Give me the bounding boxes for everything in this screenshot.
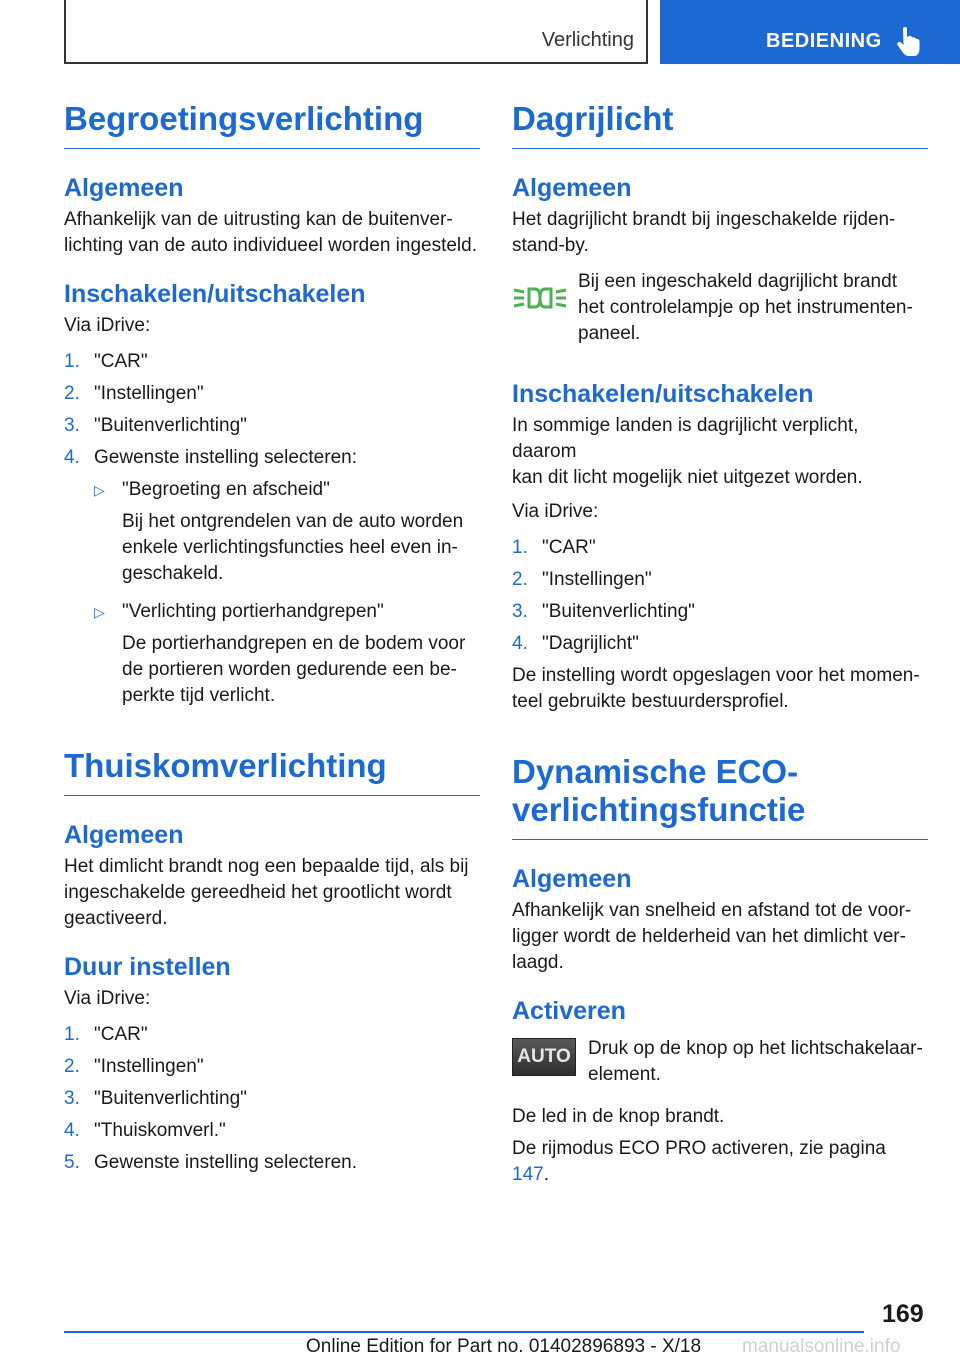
paragraph-line: element. [588, 1064, 661, 1085]
via-idrive-label: Via iDrive: [64, 315, 151, 336]
via-idrive-label: Via iDrive: [64, 988, 151, 1009]
step-list [64, 1022, 480, 1176]
hand-pointer-icon [896, 26, 922, 56]
option-item [64, 599, 480, 625]
paragraph-line: Het dimlicht brandt nog een bepaalde tijd, als bij [64, 856, 469, 877]
list-item: 4. Gewenste instelling selecteren: [64, 447, 357, 468]
heading-algemeen: Algemeen [64, 174, 184, 202]
header-section-title: Verlichting [541, 29, 634, 51]
paragraph-line: In sommige landen is dagrijlicht verplicht, daarom [512, 415, 859, 462]
header-chapter-title: BEDIENING [766, 30, 882, 52]
bullet-triangle-icon: ▷ [94, 604, 105, 620]
list-item: 4. "Thuiskomverl." [64, 1120, 226, 1141]
paragraph-line: teel gebruikte bestuurdersprofiel. [512, 691, 789, 712]
heading-inschakelen: Inschakelen/uitschakelen [64, 280, 366, 308]
paragraph-line: geactiveerd. [64, 908, 168, 929]
indicator-note [512, 269, 928, 347]
auto-button-icon: AUTO [512, 1038, 576, 1076]
paragraph-line: stand-by. [512, 235, 589, 256]
section-title-begroetingsverlichting: Begroetingsverlichting [64, 100, 480, 149]
option-description: De portierhandgrepen en de bodem voor de portieren worden gedurende een be‐ perkte tijd verlicht. [122, 633, 466, 706]
paragraph-line: Bij een ingeschakeld dagrijlicht brandt [578, 271, 897, 292]
auto-button-note [512, 1036, 928, 1088]
option-label: "Verlichting portierhandgrepen" [122, 601, 384, 622]
list-item: 1. "CAR" [512, 537, 596, 558]
list-item: 3. "Buitenverlichting" [64, 415, 247, 436]
page-number: 169 [882, 1300, 924, 1328]
paragraph-line: De led in de knop brandt. [512, 1106, 725, 1127]
option-description: Bij het ontgrendelen van de auto worden enkele verlichtingsfuncties heel even in‐ geschakeld. [122, 511, 464, 584]
paragraph-line: Afhankelijk van snelheid en afstand tot de voor‐ [512, 900, 912, 921]
heading-algemeen: Algemeen [512, 174, 632, 202]
list-item: 5. Gewenste instelling selecteren. [64, 1152, 357, 1173]
step-list [64, 349, 480, 471]
step-list [512, 535, 928, 657]
paragraph-line: paneel. [578, 323, 641, 344]
section-title-eco-verlichting: Dynamische ECO- verlichtingsfunctie [512, 753, 928, 840]
list-item: 2. "Instellingen" [64, 1056, 204, 1077]
paragraph-line: De instelling wordt opgeslagen voor het momen‐ [512, 665, 920, 686]
via-idrive-label: Via iDrive: [512, 501, 599, 522]
paragraph-line: Afhankelijk van de uitrusting kan de buitenver‐ [64, 209, 453, 230]
paragraph-line: laagd. [512, 952, 564, 973]
bullet-triangle-icon: ▷ [94, 482, 105, 498]
header-chapter-tab[interactable] [660, 0, 960, 64]
footer-divider [64, 1331, 864, 1333]
paragraph-line: ligger wordt de helderheid van het dimlicht ver‐ [512, 926, 906, 947]
footer-edition: Online Edition for Part no. 01402896893 - X/18 [306, 1336, 702, 1357]
list-item: 2. "Instellingen" [512, 569, 652, 590]
right-column [512, 100, 928, 1188]
page-link[interactable]: 147 [512, 1164, 544, 1185]
list-item: 2. "Instellingen" [64, 383, 204, 404]
list-item: 3. "Buitenverlichting" [512, 601, 695, 622]
paragraph-line: lichting van de auto individueel worden ingesteld. [64, 235, 477, 256]
paragraph-line: kan dit licht mogelijk niet uitgezet worden. [512, 467, 863, 488]
heading-inschakelen: Inschakelen/uitschakelen [512, 380, 814, 408]
heading-algemeen: Algemeen [512, 865, 632, 893]
heading-activeren: Activeren [512, 997, 626, 1025]
section-title-dagrijlicht: Dagrijlicht [512, 100, 928, 149]
paragraph-line: Het dagrijlicht brandt bij ingeschakelde rijden‐ [512, 209, 896, 230]
list-item: 1. "CAR" [64, 351, 148, 372]
heading-algemeen: Algemeen [64, 821, 184, 849]
option-item [64, 477, 480, 503]
section-title-thuiskomverlichting: Thuiskomverlichting [64, 747, 480, 796]
list-item: 3. "Buitenverlichting" [64, 1088, 247, 1109]
header-section-box [64, 0, 648, 64]
list-item: 1. "CAR" [64, 1024, 148, 1045]
paragraph-line: het controlelampje op het instrumenten‐ [578, 297, 913, 318]
paragraph-line: ingeschakelde gereedheid het grootlicht wordt [64, 882, 452, 903]
left-column [64, 100, 480, 1182]
paragraph-line: Druk op de knop op het lichtschakelaar‐ [588, 1038, 923, 1059]
paragraph-line: De rijmodus ECO PRO activeren, zie pagina 147. [512, 1138, 886, 1185]
footer-watermark: manualsonline.info [742, 1336, 901, 1357]
list-item: 4. "Dagrijlicht" [512, 633, 639, 654]
heading-duur-instellen: Duur instellen [64, 953, 231, 981]
option-label: "Begroeting en afscheid" [122, 479, 330, 500]
daytime-running-light-indicator-icon [512, 285, 568, 311]
